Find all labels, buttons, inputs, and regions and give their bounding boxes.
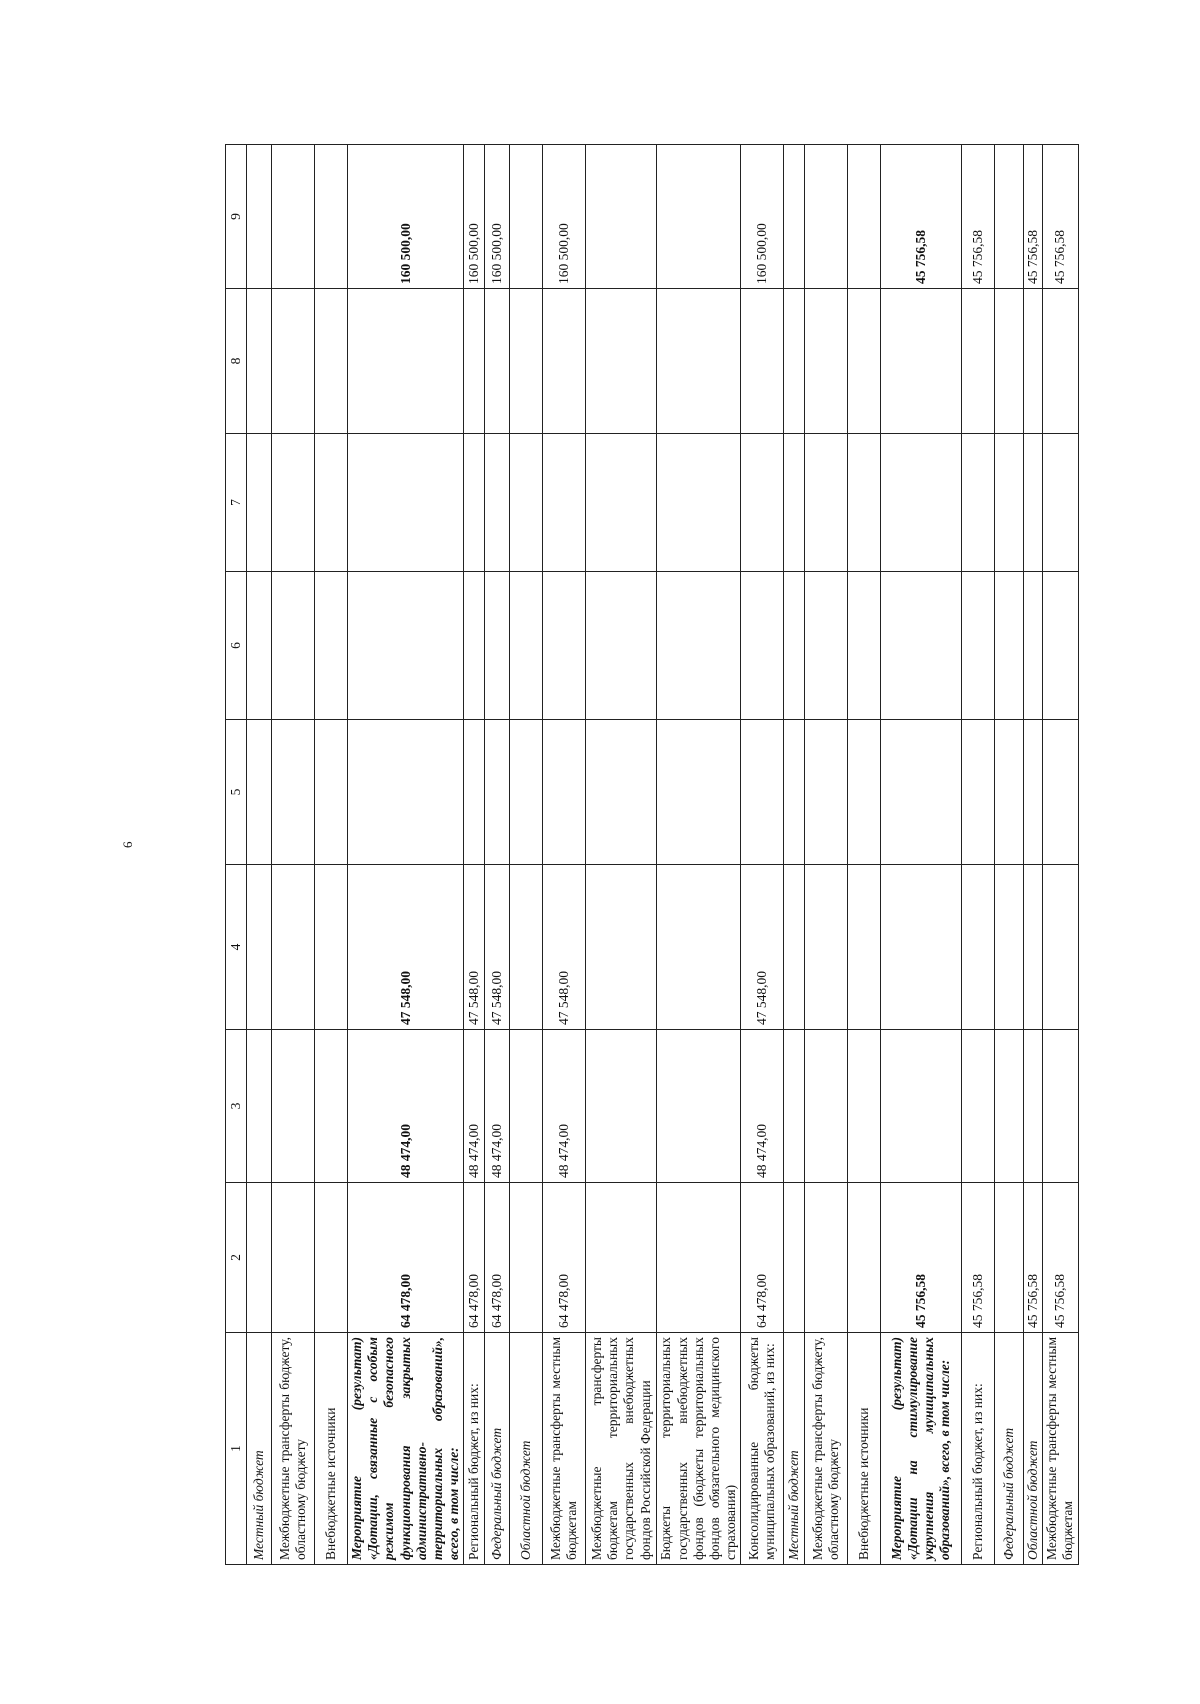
row-value-col-8 <box>247 289 272 434</box>
row-value-col-7 <box>1043 434 1078 572</box>
row-value-col-9 <box>805 145 848 289</box>
row-label: Межбюджетные трансферты бюджету, областному бюджету <box>805 1333 848 1565</box>
row-label: Межбюджетные трансферты бюджетам территориальных государственных внебюджетных фондов Российской Федерации <box>586 1333 657 1565</box>
row-value-col-7 <box>657 434 741 572</box>
row-value-col-8 <box>464 289 485 434</box>
row-value-col-3: 48 474,00 <box>543 1030 586 1183</box>
row-value-col-9 <box>784 145 805 289</box>
table-row <box>741 145 784 1565</box>
table-row <box>881 145 962 1565</box>
row-value-col-9 <box>315 145 348 289</box>
row-value-col-7 <box>1024 434 1043 572</box>
row-value-col-6 <box>348 572 464 720</box>
row-value-col-6 <box>586 572 657 720</box>
row-value-col-9 <box>657 145 741 289</box>
row-value-col-8 <box>657 289 741 434</box>
row-value-col-9 <box>510 145 543 289</box>
table-row <box>464 145 485 1565</box>
row-value-col-5 <box>784 720 805 865</box>
row-value-col-5 <box>962 720 995 865</box>
row-label: Консолидированные бюджеты муниципальных образований, из них: <box>741 1333 784 1565</box>
row-value-col-2 <box>805 1183 848 1333</box>
row-value-col-2: 64 478,00 <box>543 1183 586 1333</box>
row-value-col-7 <box>995 434 1024 572</box>
row-value-col-3 <box>510 1030 543 1183</box>
row-value-col-6 <box>741 572 784 720</box>
row-value-col-2: 64 478,00 <box>464 1183 485 1333</box>
row-label: Внебюджетные источники <box>848 1333 881 1565</box>
rotated-table-wrapper <box>225 145 1079 1565</box>
row-value-col-2 <box>784 1183 805 1333</box>
row-value-col-4: 47 548,00 <box>348 865 464 1030</box>
row-value-col-6 <box>464 572 485 720</box>
row-value-col-5 <box>464 720 485 865</box>
row-value-col-7 <box>805 434 848 572</box>
row-value-col-3 <box>1043 1030 1078 1183</box>
row-value-col-7 <box>272 434 315 572</box>
row-value-col-4: 47 548,00 <box>741 865 784 1030</box>
column-header: 4 <box>226 865 247 1030</box>
row-value-col-3 <box>848 1030 881 1183</box>
row-value-col-5 <box>1024 720 1043 865</box>
row-value-col-4 <box>272 865 315 1030</box>
table-row <box>315 145 348 1565</box>
row-value-col-7 <box>348 434 464 572</box>
row-label: Мероприятие (результат) «Дотации, связанные с особым режимом безопасного функционирования закрытых административно-территориальных образований», всего, в том числе: <box>348 1333 464 1565</box>
row-value-col-9: 160 500,00 <box>543 145 586 289</box>
row-value-col-5 <box>315 720 348 865</box>
table-body <box>247 145 1079 1565</box>
row-value-col-7 <box>464 434 485 572</box>
row-label: Внебюджетные источники <box>315 1333 348 1565</box>
row-value-col-4 <box>1043 865 1078 1030</box>
row-value-col-9 <box>995 145 1024 289</box>
row-label: Межбюджетные трансферты местным бюджетам <box>543 1333 586 1565</box>
row-value-col-5 <box>543 720 586 865</box>
row-label: Бюджеты территориальных государственных внебюджетных фондов (бюджеты территориальных фондов обязательного медицинского страхования) <box>657 1333 741 1565</box>
row-value-col-3: 48 474,00 <box>464 1030 485 1183</box>
row-value-col-3 <box>315 1030 348 1183</box>
row-value-col-6 <box>962 572 995 720</box>
row-value-col-2 <box>848 1183 881 1333</box>
row-value-col-3: 48 474,00 <box>741 1030 784 1183</box>
page-number: 6 <box>120 841 135 848</box>
row-value-col-4 <box>784 865 805 1030</box>
row-label: Областной бюджет <box>510 1333 543 1565</box>
row-value-col-3 <box>995 1030 1024 1183</box>
row-value-col-9: 45 756,58 <box>1043 145 1078 289</box>
row-value-col-4 <box>510 865 543 1030</box>
row-value-col-5 <box>247 720 272 865</box>
row-label: Местный бюджет <box>247 1333 272 1565</box>
row-value-col-3 <box>657 1030 741 1183</box>
table-row <box>510 145 543 1565</box>
table-row <box>995 145 1024 1565</box>
row-value-col-9: 160 500,00 <box>348 145 464 289</box>
row-value-col-3 <box>272 1030 315 1183</box>
table-row <box>657 145 741 1565</box>
table-row <box>962 145 995 1565</box>
row-value-col-4: 47 548,00 <box>543 865 586 1030</box>
row-value-col-6 <box>805 572 848 720</box>
row-value-col-8 <box>741 289 784 434</box>
row-value-col-2: 64 478,00 <box>348 1183 464 1333</box>
row-value-col-7 <box>881 434 962 572</box>
row-value-col-7 <box>543 434 586 572</box>
row-value-col-6 <box>657 572 741 720</box>
column-header: 8 <box>226 289 247 434</box>
row-value-col-2 <box>272 1183 315 1333</box>
row-value-col-2: 45 756,58 <box>1043 1183 1078 1333</box>
row-value-col-8 <box>1024 289 1043 434</box>
row-value-col-2 <box>995 1183 1024 1333</box>
row-value-col-8 <box>510 289 543 434</box>
row-value-col-7 <box>510 434 543 572</box>
row-label: Федеральный бюджет <box>995 1333 1024 1565</box>
column-header: 9 <box>226 145 247 289</box>
row-value-col-4 <box>586 865 657 1030</box>
row-value-col-3 <box>1024 1030 1043 1183</box>
row-value-col-9: 160 500,00 <box>741 145 784 289</box>
row-value-col-8 <box>995 289 1024 434</box>
row-value-col-5 <box>1043 720 1078 865</box>
table-row <box>348 145 464 1565</box>
row-value-col-4 <box>247 865 272 1030</box>
row-value-col-2 <box>657 1183 741 1333</box>
row-value-col-8 <box>348 289 464 434</box>
row-value-col-2: 64 478,00 <box>485 1183 510 1333</box>
row-value-col-3 <box>586 1030 657 1183</box>
row-label: Региональный бюджет, из них: <box>464 1333 485 1565</box>
table-row <box>1043 145 1078 1565</box>
table-row <box>247 145 272 1565</box>
column-header: 2 <box>226 1183 247 1333</box>
row-value-col-8 <box>848 289 881 434</box>
row-label: Мероприятие (результат) «Дотации на стимулирование укрупнения муниципальных образований», всего, в том числе: <box>881 1333 962 1565</box>
row-value-col-4 <box>995 865 1024 1030</box>
row-value-col-6 <box>315 572 348 720</box>
table-row <box>848 145 881 1565</box>
row-value-col-7 <box>962 434 995 572</box>
row-label: Областной бюджет <box>1024 1333 1043 1565</box>
row-value-col-9 <box>272 145 315 289</box>
row-value-col-5 <box>805 720 848 865</box>
column-header: 1 <box>226 1333 247 1565</box>
row-value-col-8 <box>315 289 348 434</box>
row-value-col-8 <box>881 289 962 434</box>
row-value-col-8 <box>784 289 805 434</box>
row-value-col-6 <box>881 572 962 720</box>
row-value-col-3 <box>247 1030 272 1183</box>
table-row <box>272 145 315 1565</box>
row-value-col-3 <box>784 1030 805 1183</box>
column-header: 3 <box>226 1030 247 1183</box>
row-value-col-5 <box>510 720 543 865</box>
row-value-col-2 <box>315 1183 348 1333</box>
row-value-col-3 <box>881 1030 962 1183</box>
row-value-col-2: 45 756,58 <box>1024 1183 1043 1333</box>
budget-table <box>225 144 1079 1565</box>
row-value-col-2 <box>586 1183 657 1333</box>
table-row <box>1024 145 1043 1565</box>
row-value-col-9: 45 756,58 <box>1024 145 1043 289</box>
column-header: 5 <box>226 720 247 865</box>
row-value-col-4 <box>315 865 348 1030</box>
row-value-col-5 <box>348 720 464 865</box>
row-value-col-6 <box>543 572 586 720</box>
row-value-col-4 <box>657 865 741 1030</box>
row-value-col-6 <box>485 572 510 720</box>
row-value-col-8 <box>805 289 848 434</box>
row-value-col-9: 45 756,58 <box>881 145 962 289</box>
row-value-col-8 <box>485 289 510 434</box>
row-value-col-2: 45 756,58 <box>881 1183 962 1333</box>
row-value-col-5 <box>741 720 784 865</box>
row-value-col-5 <box>586 720 657 865</box>
row-value-col-7 <box>848 434 881 572</box>
row-value-col-5 <box>881 720 962 865</box>
row-value-col-5 <box>272 720 315 865</box>
row-value-col-9 <box>848 145 881 289</box>
row-value-col-8 <box>1043 289 1078 434</box>
table-row <box>485 145 510 1565</box>
row-label: Местный бюджет <box>784 1333 805 1565</box>
row-value-col-7 <box>586 434 657 572</box>
row-value-col-9: 160 500,00 <box>464 145 485 289</box>
row-label: Федеральный бюджет <box>485 1333 510 1565</box>
row-value-col-8 <box>543 289 586 434</box>
row-value-col-5 <box>657 720 741 865</box>
table-row <box>805 145 848 1565</box>
row-value-col-9: 160 500,00 <box>485 145 510 289</box>
table-row <box>543 145 586 1565</box>
row-value-col-2: 45 756,58 <box>962 1183 995 1333</box>
row-value-col-4 <box>1024 865 1043 1030</box>
row-value-col-6 <box>995 572 1024 720</box>
row-value-col-7 <box>315 434 348 572</box>
row-value-col-4: 47 548,00 <box>485 865 510 1030</box>
row-value-col-8 <box>962 289 995 434</box>
row-value-col-7 <box>741 434 784 572</box>
row-value-col-9 <box>247 145 272 289</box>
row-value-col-8 <box>272 289 315 434</box>
row-value-col-4 <box>805 865 848 1030</box>
row-value-col-7 <box>247 434 272 572</box>
column-header: 6 <box>226 572 247 720</box>
row-value-col-5 <box>485 720 510 865</box>
row-value-col-6 <box>247 572 272 720</box>
row-value-col-7 <box>485 434 510 572</box>
row-label: Межбюджетные трансферты местным бюджетам <box>1043 1333 1078 1565</box>
row-value-col-4: 47 548,00 <box>464 865 485 1030</box>
row-value-col-4 <box>962 865 995 1030</box>
row-value-col-4 <box>848 865 881 1030</box>
table-row <box>784 145 805 1565</box>
row-value-col-6 <box>272 572 315 720</box>
row-value-col-2: 64 478,00 <box>741 1183 784 1333</box>
row-value-col-3: 48 474,00 <box>348 1030 464 1183</box>
row-label: Региональный бюджет, из них: <box>962 1333 995 1565</box>
row-value-col-3: 48 474,00 <box>485 1030 510 1183</box>
row-value-col-9 <box>586 145 657 289</box>
row-value-col-3 <box>805 1030 848 1183</box>
row-value-col-4 <box>881 865 962 1030</box>
row-value-col-8 <box>586 289 657 434</box>
row-value-col-2 <box>247 1183 272 1333</box>
row-label: Межбюджетные трансферты бюджету, областному бюджету <box>272 1333 315 1565</box>
row-value-col-6 <box>848 572 881 720</box>
row-value-col-7 <box>784 434 805 572</box>
row-value-col-6 <box>1024 572 1043 720</box>
row-value-col-9: 45 756,58 <box>962 145 995 289</box>
header-row <box>226 145 247 1565</box>
row-value-col-6 <box>784 572 805 720</box>
row-value-col-5 <box>995 720 1024 865</box>
row-value-col-3 <box>962 1030 995 1183</box>
row-value-col-6 <box>510 572 543 720</box>
row-value-col-5 <box>848 720 881 865</box>
row-value-col-6 <box>1043 572 1078 720</box>
row-value-col-2 <box>510 1183 543 1333</box>
table-row <box>586 145 657 1565</box>
column-header: 7 <box>226 434 247 572</box>
